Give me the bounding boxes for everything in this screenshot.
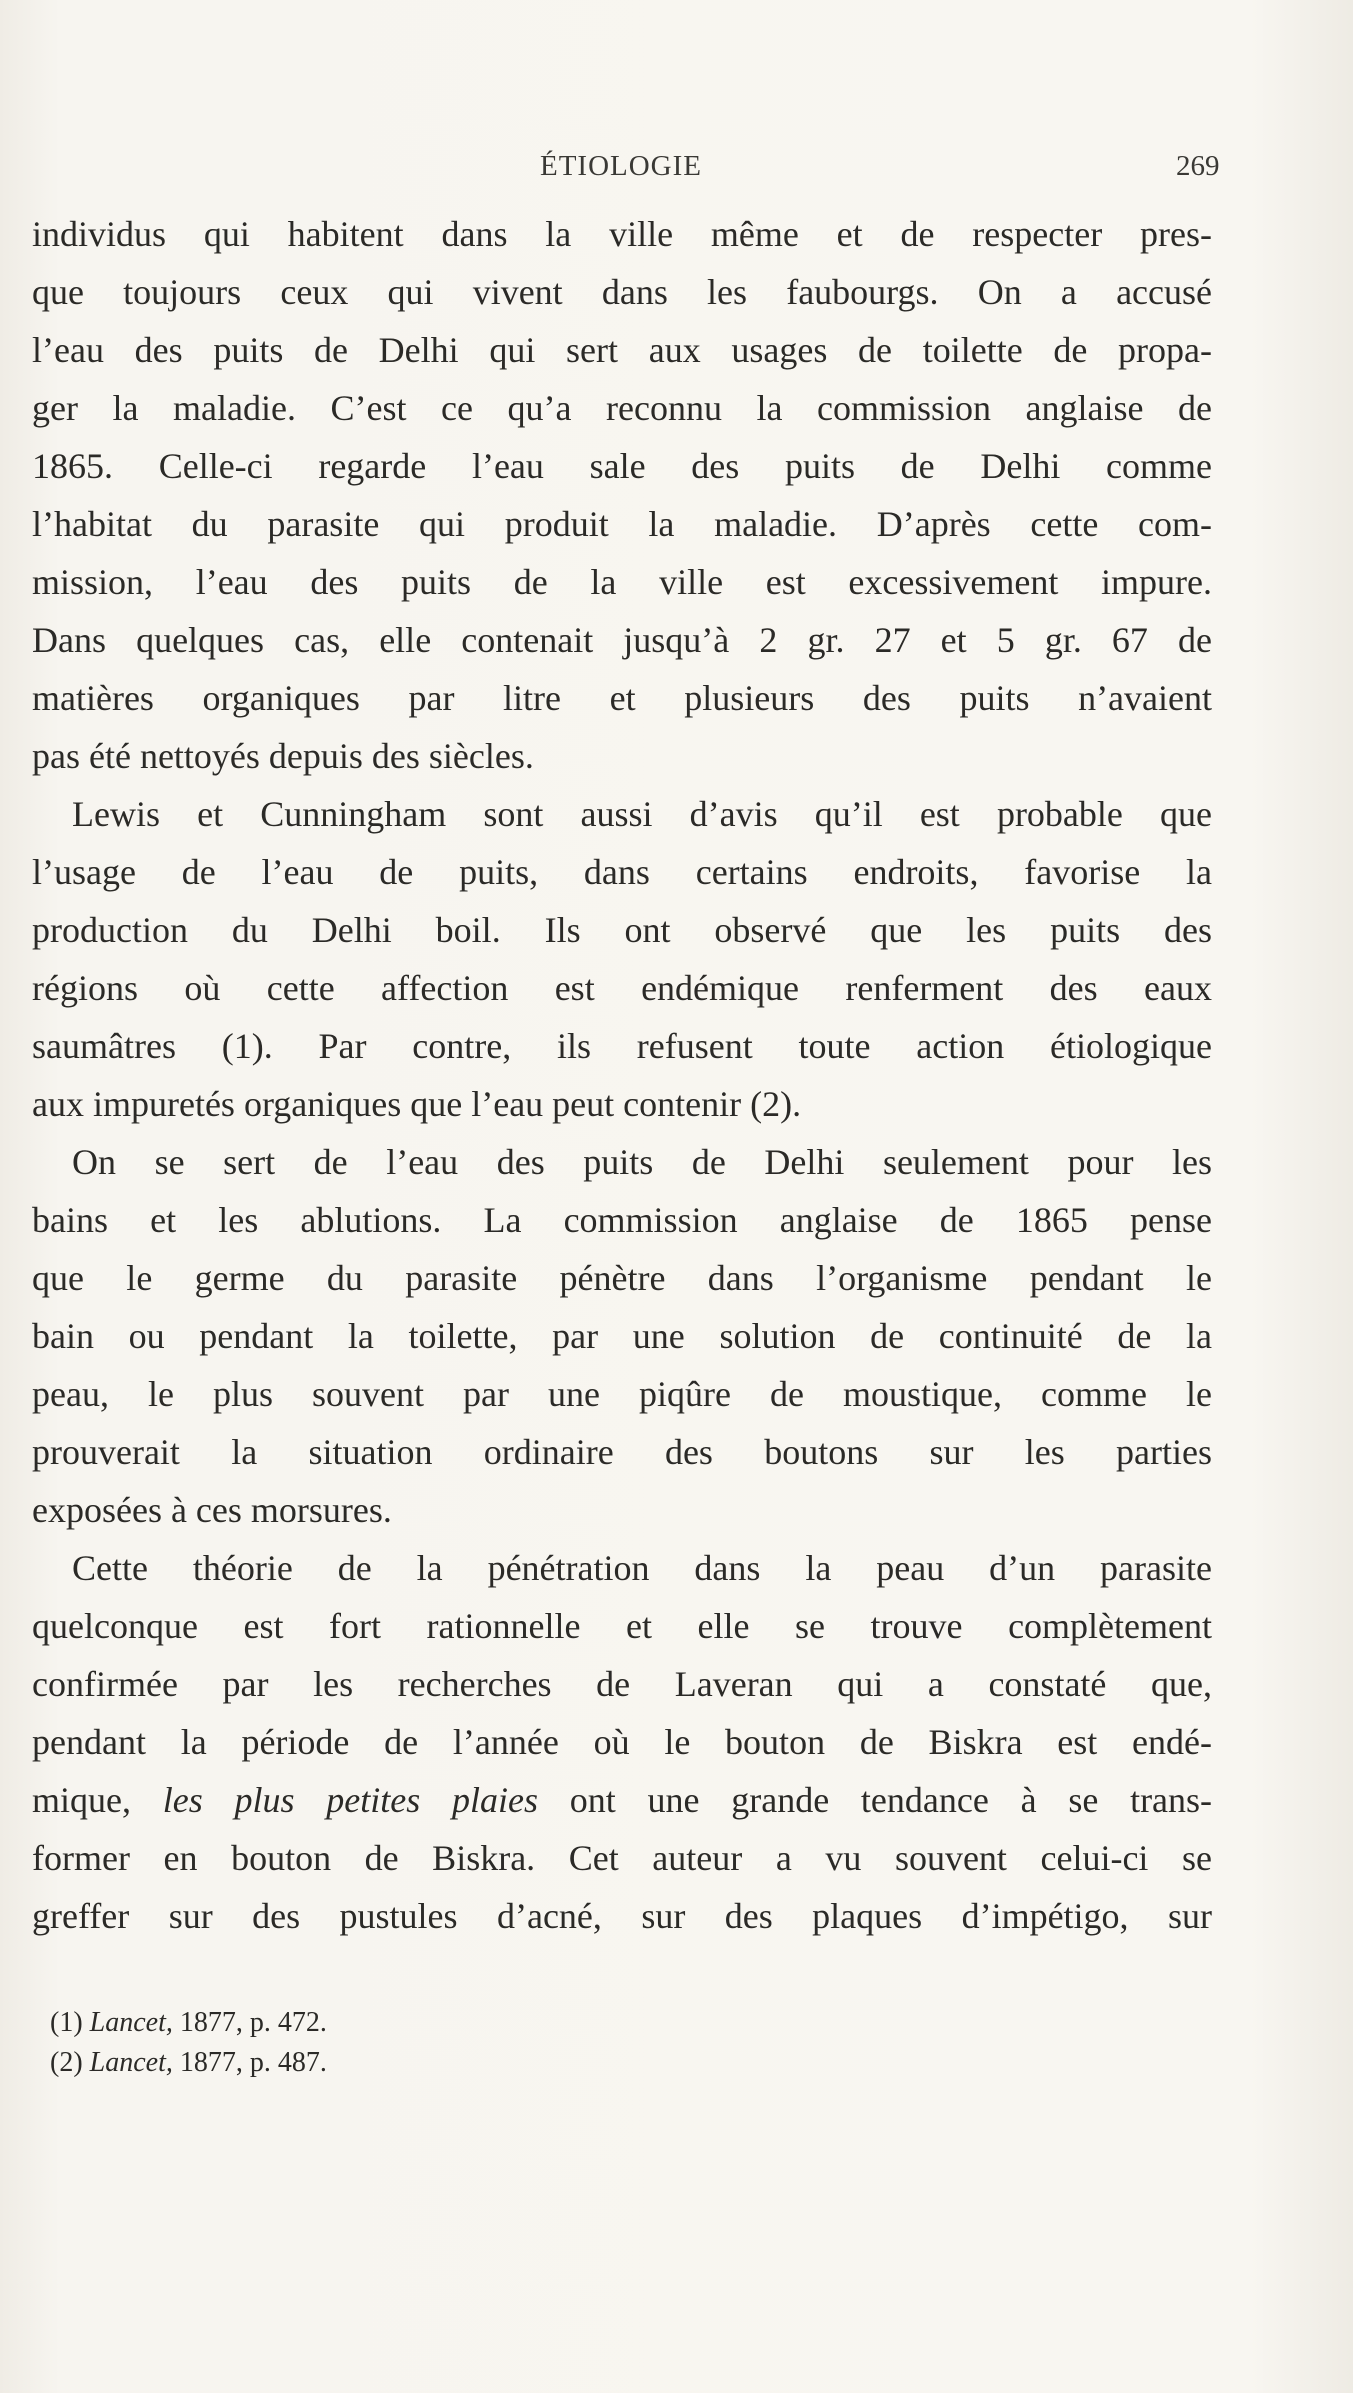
text-line: que le germe du parasite pénètre dans l’organisme pendant le <box>32 1258 1212 1298</box>
text-line: production du Delhi boil. Ils ont observé que les puits des <box>32 910 1212 950</box>
footnote-reference: 1877, p. 472. <box>179 2007 327 2038</box>
text-line: que toujours ceux qui vivent dans les faubourgs. On a accusé <box>32 272 1212 312</box>
text-line: pas été nettoyés depuis des siècles. <box>32 736 534 776</box>
text-line: pendant la période de l’année où le bouton de Biskra est endé- <box>32 1722 1212 1762</box>
text-line: Cette théorie de la pénétration dans la peau d’un parasite <box>72 1548 1212 1588</box>
text-line-mixed <box>32 1771 1212 1829</box>
running-head <box>0 150 1353 190</box>
text-line: prouverait la situation ordinaire des boutons sur les parties <box>32 1432 1212 1472</box>
text-line: bain ou pendant la toilette, par une solution de continuité de la <box>32 1316 1212 1356</box>
text-line: l’habitat du parasite qui produit la maladie. D’après cette com- <box>32 504 1212 544</box>
text-line: régions où cette affection est endémique renferment des eaux <box>32 968 1212 1008</box>
text-line: bains et les ablutions. La commission anglaise de 1865 pense <box>32 1200 1212 1240</box>
text-line: exposées à ces morsures. <box>32 1490 392 1530</box>
footnote-marker: (2) <box>50 2047 83 2078</box>
text-line: aux impuretés organiques que l’eau peut contenir (2). <box>32 1084 802 1124</box>
footnote-reference: 1877, p. 487. <box>179 2047 327 2078</box>
text-line: matières organiques par litre et plusieurs des puits n’avaient <box>32 678 1212 718</box>
text-line: peau, le plus souvent par une piqûre de moustique, comme le <box>32 1374 1212 1414</box>
text-line: Dans quelques cas, elle contenait jusqu’à 2 gr. 27 et 5 gr. 67 de <box>32 620 1212 660</box>
footnote <box>50 2043 650 2083</box>
text-line: mission, l’eau des puits de la ville est excessivement impure. <box>32 562 1212 602</box>
text-line: saumâtres (1). Par contre, ils refusent toute action étiologique <box>32 1026 1212 1066</box>
text-line: greffer sur des pustules d’acné, sur des plaques d’impétigo, sur <box>32 1896 1212 1936</box>
text-line: Lewis et Cunningham sont aussi d’avis qu’il est probable que <box>72 794 1212 834</box>
text-segment: mique, <box>32 1780 131 1820</box>
body-text <box>32 205 1212 1945</box>
text-line: individus qui habitent dans la ville même et de respecter pres- <box>32 214 1212 254</box>
text-line: l’usage de l’eau de puits, dans certains endroits, favorise la <box>32 852 1212 892</box>
chapter-title: ÉTIOLOGIE <box>540 150 703 182</box>
footnote <box>50 2003 650 2043</box>
footnote-source: Lancet, <box>89 2007 173 2038</box>
text-line: ger la maladie. C’est ce qu’a reconnu la commission anglaise de <box>32 388 1212 428</box>
footnotes <box>50 2003 650 2083</box>
footnote-marker: (1) <box>50 2007 83 2038</box>
text-line: l’eau des puits de Delhi qui sert aux usages de toilette de propa- <box>32 330 1212 370</box>
italic-phrase: les plus petites plaies <box>162 1780 538 1820</box>
text-segment: ont une grande tendance à se trans- <box>569 1780 1213 1820</box>
text-line: quelconque est fort rationnelle et elle se trouve complètement <box>32 1606 1212 1646</box>
footnote-source: Lancet, <box>89 2047 173 2078</box>
text-line: On se sert de l’eau des puits de Delhi seulement pour les <box>72 1142 1212 1182</box>
text-line: confirmée par les recherches de Laveran qui a constaté que, <box>32 1664 1212 1704</box>
text-line: 1865. Celle-ci regarde l’eau sale des puits de Delhi comme <box>32 446 1212 486</box>
text-line: former en bouton de Biskra. Cet auteur a vu souvent celui-ci se <box>32 1838 1212 1878</box>
page-number: 269 <box>1176 150 1220 182</box>
